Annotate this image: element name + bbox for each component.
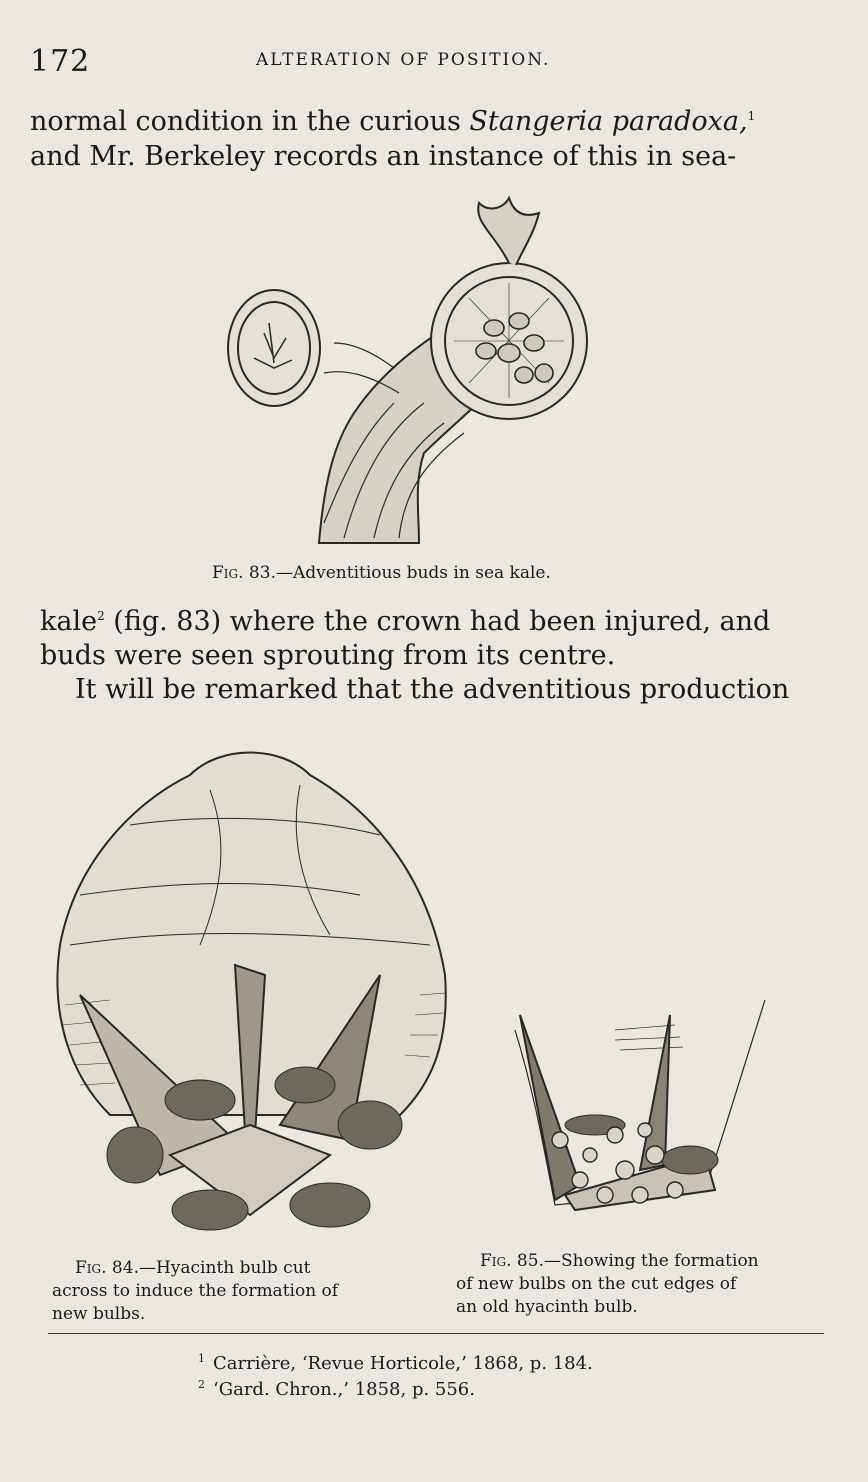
body-line-4: buds were seen sprouting from its centre. [40, 640, 616, 671]
running-head: ALTERATION OF POSITION. [256, 50, 551, 70]
body-line-5: It will be remarked that the adventitious production [75, 674, 790, 705]
page-number: 172 [30, 44, 91, 79]
footnote-1: $^1$ Carrière, ‘Revue Horticole,’ 1868, p. 184. [198, 1352, 593, 1374]
figure-84-caption-line-2: across to induce the formation of [52, 1281, 339, 1301]
body-line-3: kale$^2$ (fig. 83) where the crown had been injured, and [40, 606, 771, 637]
body-line-1: normal condition in the curious Stangeria paradoxa,$^1$ [30, 106, 756, 137]
footnote-ref-1: 1 [747, 109, 756, 123]
figure-85-caption-line-1: Fig. 85.—Showing the formation [480, 1251, 759, 1271]
figure-84-caption-line-3: new bulbs. [52, 1304, 146, 1324]
species-name: Stangeria paradoxa, [469, 106, 748, 137]
figure-83-caption: Fig. 83.—Adventitious buds in sea kale. [212, 563, 551, 583]
footnote-2: $^2$ ‘Gard. Chron.,’ 1858, p. 556. [198, 1378, 475, 1400]
figure-85-caption-line-2: of new bulbs on the cut edges of [456, 1274, 737, 1294]
figure-85-caption-line-3: an old hyacinth bulb. [456, 1297, 638, 1317]
figure-84-hyacinth-bulb [50, 745, 450, 1240]
figure-83-sea-kale [224, 193, 616, 549]
footnote-rule [48, 1333, 824, 1334]
fig-label: Fig. [212, 563, 244, 583]
body-line-2: and Mr. Berkeley records an instance of this in sea- [30, 141, 737, 172]
footnote-ref-2: 2 [97, 609, 105, 623]
figure-85-new-bulbs [505, 995, 775, 1235]
figure-84-caption-line-1: Fig. 84.—Hyacinth bulb cut [75, 1258, 311, 1278]
